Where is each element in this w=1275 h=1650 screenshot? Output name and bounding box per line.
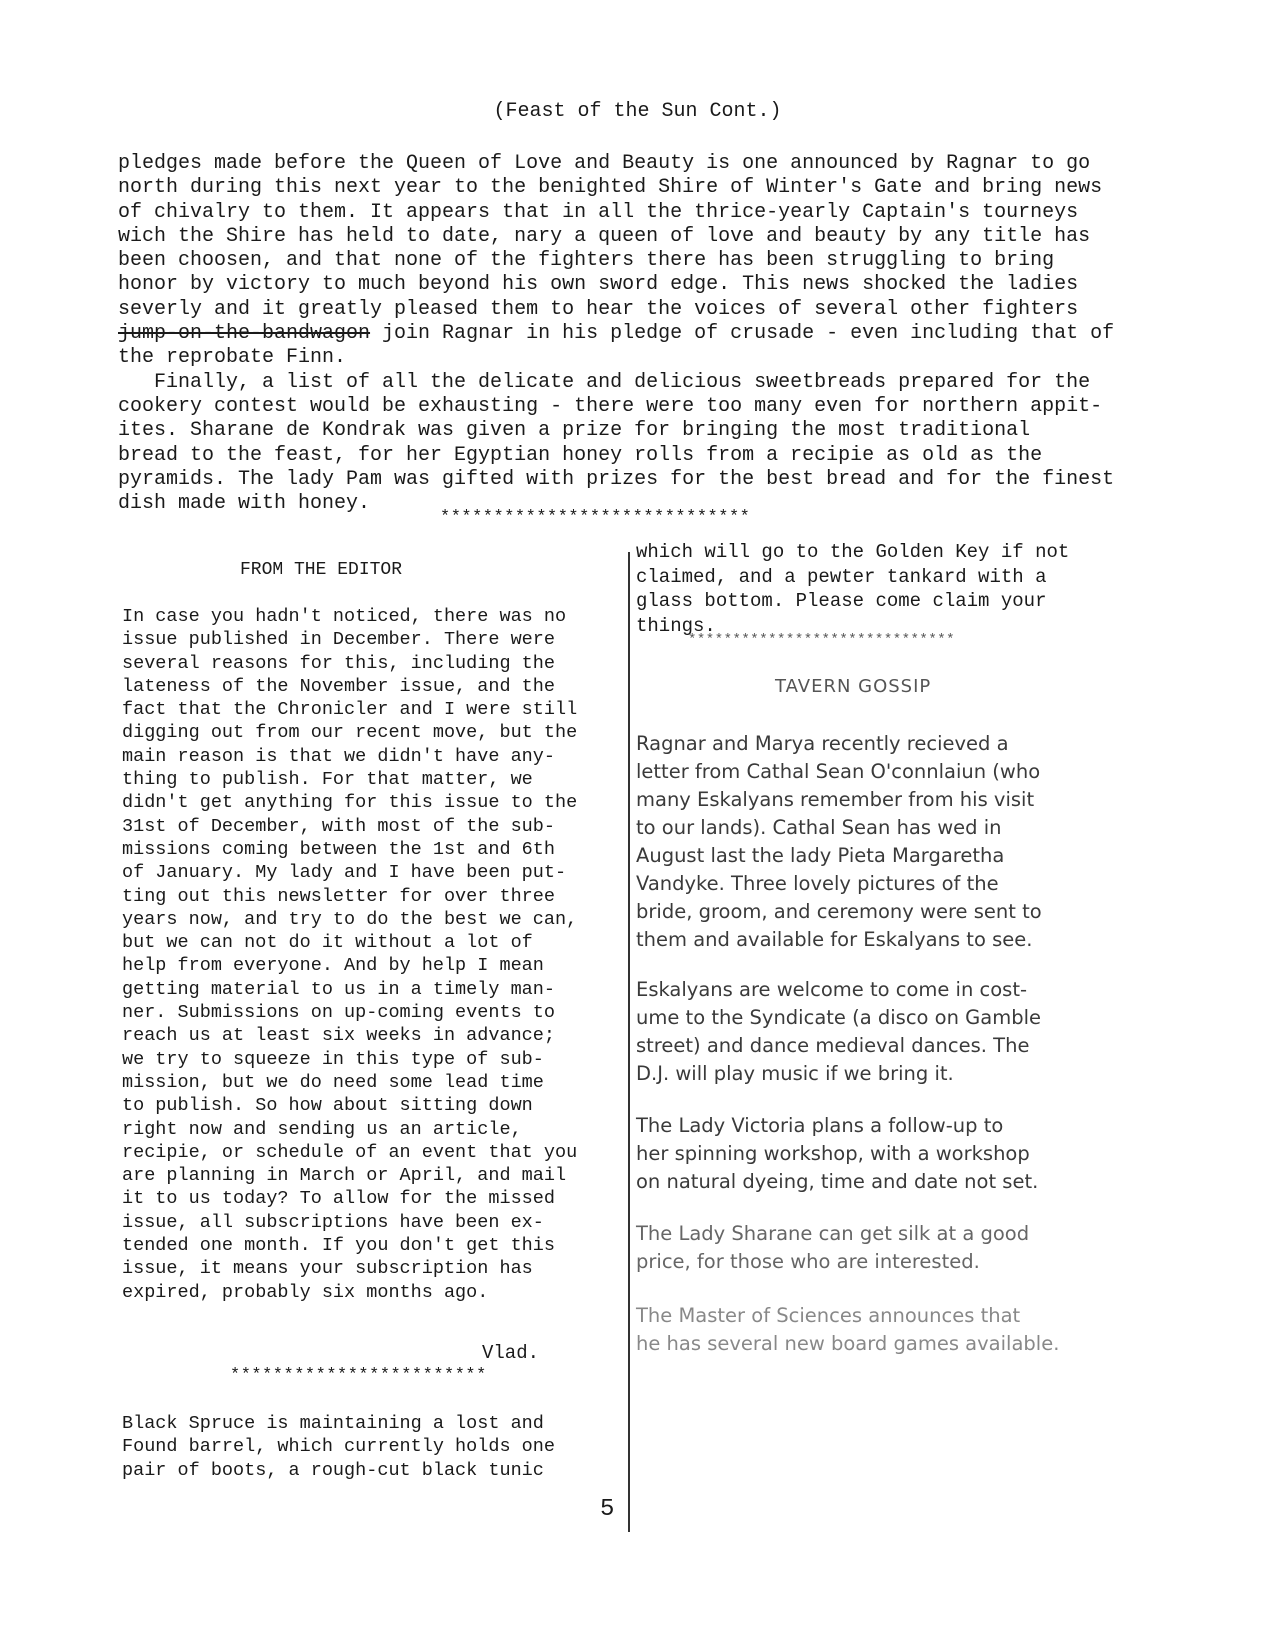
- text-line: years now, and try to do the best we can,: [122, 908, 578, 930]
- text-line: ting out this newsletter for over three: [122, 885, 555, 907]
- text-line: dish made with honey.: [118, 492, 371, 516]
- struck-out-text: jump-on-the-bandwagon: [118, 322, 371, 346]
- separator-asterisks: ************************: [230, 1366, 487, 1385]
- lost-and-found-continuation: [636, 540, 1069, 638]
- text-line: street) and dance medieval dances. The: [636, 1034, 1030, 1057]
- text-line: of chivalry to them. It appears that in all the thrice-yearly Captain's tourneys: [118, 200, 1079, 224]
- text-line: getting material to us in a timely man-: [122, 978, 555, 1000]
- text-line: recipie, or schedule of an event that you: [122, 1141, 578, 1163]
- text-line: Ragnar and Marya recently recieved a: [636, 732, 1009, 755]
- text-line: issue, it means your subscription has: [122, 1258, 533, 1280]
- text-line: he has several new board games available.: [636, 1332, 1060, 1355]
- text-line: fact that the Chronicler and I were still: [122, 699, 578, 721]
- text-line: The Master of Sciences announces that: [636, 1304, 1021, 1327]
- text-line: claimed, and a pewter tankard with a: [636, 565, 1047, 588]
- text-line: pyramids. The lady Pam was gifted with prizes for the best bread and for the finest: [118, 467, 1115, 491]
- text-line: Found barrel, which currently holds one: [122, 1436, 555, 1458]
- text-line: which will go to the Golden Key if not: [636, 541, 1070, 563]
- text-line: honor by victory to much beyond his own sword edge. This news shocked the ladies: [118, 273, 1079, 297]
- text-line: digging out from our recent move, but the: [122, 722, 578, 744]
- text-line: mission, but we do need some lead time: [122, 1071, 544, 1093]
- text-line: pledges made before the Queen of Love and Beauty is one announced by Ragnar to go: [118, 152, 1091, 175]
- text-line: pair of boots, a rough-cut black tunic: [122, 1459, 544, 1481]
- text-line: didn't get anything for this issue to the: [122, 792, 578, 814]
- text-line: to our lands). Cathal Sean has wed in: [636, 816, 1002, 839]
- text-line: been choosen, and that none of the fighters there has been struggling to bring: [118, 249, 1055, 273]
- text-line: right now and sending us an article,: [122, 1118, 522, 1140]
- text-line: The Lady Victoria plans a follow-up to: [636, 1114, 1004, 1137]
- gossip-item: [636, 976, 1041, 1088]
- text-line: cookery contest would be exhausting - there were too many even for northern appit-: [118, 394, 1103, 418]
- gossip-item: [636, 1302, 1059, 1358]
- text-line: the reprobate Finn.: [118, 346, 347, 370]
- text-line: ites. Sharane de Kondrak was given a prize for bringing the most traditional: [118, 419, 1031, 443]
- text-line: thing to publish. For that matter, we: [122, 769, 533, 791]
- text-line: many Eskalyans remember from his visit: [636, 788, 1035, 811]
- text-line: letter from Cathal Sean O'connlaiun (who: [636, 760, 1041, 783]
- text-line: things.: [636, 614, 716, 637]
- text-line: ner. Submissions on up-coming events to: [122, 1002, 555, 1024]
- text-line: issue, all subscriptions have been ex-: [122, 1211, 544, 1233]
- text-line: to publish. So how about sitting down: [122, 1095, 533, 1117]
- page-number: 5: [600, 1496, 615, 1523]
- text-line: August last the lady Pieta Margaretha: [636, 844, 1005, 867]
- text-line: wich the Shire has held to date, nary a queen of love and beauty by any title has: [118, 224, 1091, 248]
- text-line: Eskalyans are welcome to come in cost-: [636, 978, 1028, 1001]
- text-line: reach us at least six weeks in advance;: [122, 1025, 555, 1047]
- lost-and-found-notice: [122, 1412, 555, 1482]
- page-header: (Feast of the Sun Cont.): [493, 100, 782, 123]
- text-line: tended one month. If you don't get this: [122, 1235, 555, 1257]
- text-line: bride, groom, and ceremony were sent to: [636, 900, 1042, 923]
- text-line: In case you hadn't noticed, there was no: [122, 606, 567, 627]
- text-line-with-strikeout: [118, 322, 1178, 346]
- text-line: her spinning workshop, with a workshop: [636, 1142, 1030, 1165]
- text-line: but we can not do it without a lot of: [122, 932, 533, 954]
- editor-heading: FROM THE EDITOR: [240, 560, 403, 580]
- feast-article-continuation: [118, 152, 1178, 516]
- gossip-item: [636, 730, 1042, 954]
- text-line: on natural dyeing, time and date not set.: [636, 1170, 1039, 1193]
- gossip-item: [636, 1112, 1038, 1196]
- text-line: price, for those who are interested.: [636, 1250, 980, 1273]
- text-line: The Lady Sharane can get silk at a good: [636, 1222, 1030, 1245]
- text-line: several reasons for this, including the: [122, 652, 555, 674]
- gossip-item: [636, 1220, 1029, 1276]
- text-line: north during this next year to the benighted Shire of Winter's Gate and bring news: [118, 176, 1103, 200]
- text-line: of January. My lady and I have been put-: [122, 862, 567, 884]
- text-after-strikeout: join Ragnar in his pledge of crusade - even including that of: [370, 322, 1115, 346]
- text-line: help from everyone. And by help I mean: [122, 955, 544, 977]
- text-line: issue published in December. There were: [122, 629, 555, 651]
- text-line: it to us today? To allow for the missed: [122, 1188, 555, 1210]
- text-line: severly and it greatly pleased them to hear the voices of several other fighters: [118, 297, 1079, 321]
- text-line: Black Spruce is maintaining a lost and: [122, 1413, 544, 1434]
- text-line: main reason is that we didn't have any-: [122, 745, 555, 767]
- text-line: Finally, a list of all the delicate and delicious sweetbreads prepared for the: [118, 370, 1091, 394]
- text-line: them and available for Eskalyans to see.: [636, 928, 1033, 951]
- text-line: ume to the Syndicate (a disco on Gamble: [636, 1006, 1042, 1029]
- text-line: glass bottom. Please come claim your: [636, 590, 1047, 612]
- text-line: Vandyke. Three lovely pictures of the: [636, 872, 999, 895]
- text-line: bread to the feast, for her Egyptian honey rolls from a recipie as old as the: [118, 443, 1043, 467]
- column-divider: [628, 552, 630, 1532]
- tavern-gossip-heading: TAVERN GOSSIP: [775, 676, 932, 697]
- text-line: are planning in March or April, and mail: [122, 1165, 567, 1187]
- text-line: lateness of the November issue, and the: [122, 675, 555, 697]
- separator-asterisks: ******************************: [688, 632, 956, 648]
- text-line: we try to squeeze in this type of sub-: [122, 1048, 544, 1070]
- editor-signature: Vlad.: [482, 1342, 540, 1364]
- text-line: expired, probably six months ago.: [122, 1281, 489, 1303]
- text-line: 31st of December, with most of the sub-: [122, 815, 555, 837]
- editor-letter: [122, 605, 577, 1304]
- text-line: D.J. will play music if we bring it.: [636, 1062, 954, 1085]
- separator-asterisks: *****************************: [440, 508, 751, 527]
- text-line: missions coming between the 1st and 6th: [122, 838, 555, 860]
